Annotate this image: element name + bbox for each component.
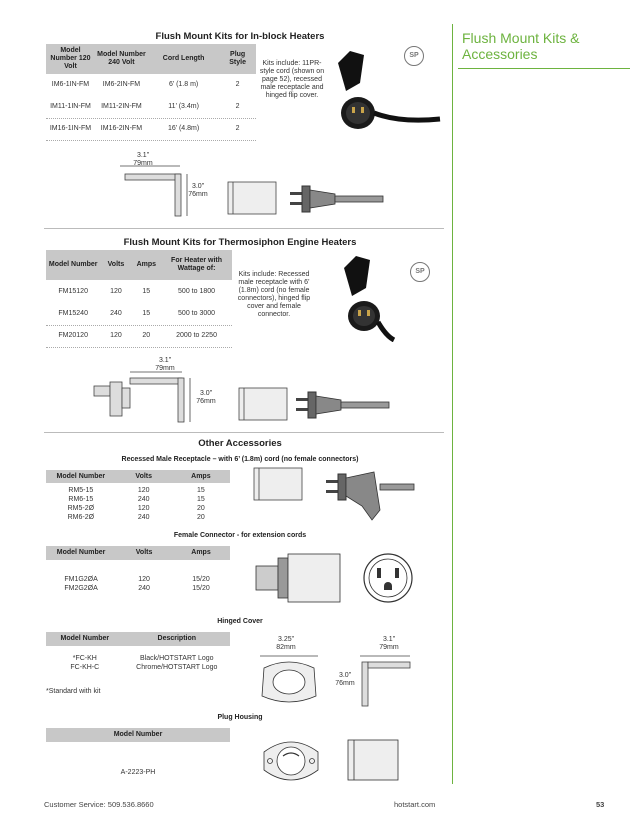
- female-connector-title: Female Connector - for extension cords: [173, 532, 307, 539]
- sidebar-title: Flush Mount Kits & Accessories: [462, 30, 580, 62]
- section-divider: [44, 432, 444, 433]
- cell: 20: [142, 331, 151, 339]
- dim-value: 3.0”: [338, 672, 352, 679]
- cell: 16’ (4.8m): [167, 124, 200, 132]
- cell: IM11-2IN-FM: [101, 102, 142, 110]
- footer-website: hotstart.com: [394, 800, 436, 809]
- cell: *FC-KH FC-KH-C: [70, 655, 100, 671]
- sidebar-divider: [452, 24, 453, 784]
- dim-value: 79mm: [133, 160, 153, 167]
- receptacle-side-drawing: [92, 368, 197, 428]
- dim-value: 79mm: [155, 365, 175, 372]
- cell: 6’ (1.8 m): [168, 81, 199, 88]
- hc-th-desc: Description: [124, 632, 230, 646]
- s2-th-model: Model Number: [46, 250, 100, 280]
- cell: 11’ (3.4m): [168, 102, 199, 110]
- fc-th-model: Model Number: [46, 546, 116, 560]
- hc-th-model: Model Number: [46, 632, 124, 646]
- section2-title: Flush Mount Kits for Thermosiphon Engine Heaters: [123, 237, 357, 248]
- plug-housing-front-drawing: [256, 734, 326, 788]
- dim-value: 3.1”: [158, 357, 172, 364]
- thermosiphon-kit-photo: [328, 252, 438, 342]
- cell: 500 to 1800: [178, 287, 216, 295]
- table-row: [46, 560, 230, 593]
- male-plug-drawing: [296, 388, 391, 422]
- table-row: [46, 302, 232, 324]
- hinged-cover-side-drawing: [356, 654, 416, 710]
- cell: 120 240 120 240: [137, 487, 150, 521]
- male-plug-drawing: [290, 182, 385, 216]
- plug-housing-title: Plug Housing: [217, 714, 263, 721]
- hc-dim-width: [266, 636, 306, 652]
- table-row: [46, 324, 232, 346]
- dim-value: 3.1”: [382, 636, 396, 643]
- hinged-cover-side-drawing: [115, 160, 195, 220]
- cell: 2: [235, 102, 240, 110]
- table-row: [46, 646, 230, 672]
- dim-value: 79mm: [379, 644, 399, 651]
- dim-value: 76mm: [188, 191, 208, 198]
- cell: 500 to 3000: [178, 309, 216, 317]
- cell: IM6-1IN-FM: [51, 81, 90, 88]
- section2-table: [46, 250, 232, 346]
- section3-title: Other Accessories: [198, 438, 282, 449]
- dim-value: 3.0”: [199, 390, 213, 397]
- s2-th-wattage: For Heater with Wattage of:: [161, 250, 232, 280]
- s1-th-model240: Model Number 240 Volt: [95, 44, 148, 74]
- plug-housing-side-drawing: [344, 736, 404, 786]
- section1-note: Kits include: 11PR- style cord (shown on page 52), recessed male receptacle and hinged flip cover.: [259, 60, 325, 99]
- cell: 2: [235, 124, 240, 132]
- s2-th-amps: Amps: [132, 250, 162, 280]
- hinged-cover-title: Hinged Cover: [217, 618, 263, 625]
- cell: 2000 to 2250: [176, 331, 217, 339]
- table-row: [46, 742, 230, 782]
- cell: 2: [235, 81, 240, 88]
- hc-dim-side: [372, 636, 406, 652]
- rr-th-amps: Amps: [172, 470, 230, 483]
- fc-th-amps: Amps: [172, 546, 230, 560]
- female-connector-drawing: [250, 548, 420, 608]
- table-row: [46, 483, 230, 522]
- rr-th-volts: Volts: [116, 470, 172, 483]
- female-connector-table: [46, 546, 230, 593]
- cell: Black/HOTSTART Logo Chrome/HOTSTART Logo: [136, 655, 218, 671]
- cell: IM16-1IN-FM: [49, 124, 92, 132]
- s1-th-model120: Model Number 120 Volt: [46, 44, 95, 74]
- standard-kit-footnote: *Standard with kit: [46, 688, 101, 695]
- footer-customer-service: Customer Service: 509.536.8660: [44, 800, 154, 809]
- page-number: 53: [596, 800, 605, 809]
- row-divider: [46, 325, 232, 326]
- cell: 15/20 15/20: [192, 576, 210, 592]
- receptacle-table: [46, 470, 230, 522]
- cell: FM15240: [58, 309, 88, 317]
- section-divider: [44, 228, 444, 229]
- dim-value: 3.25”: [278, 636, 294, 643]
- dim-value: 3.0”: [191, 183, 205, 190]
- cell: RM5-15 RM6-15 RM5-2Ø RM6-2Ø: [67, 487, 95, 521]
- dim-value: 3.1”: [136, 152, 150, 159]
- section2-note: Kits include: Recessed male receptacle with 6’ (1.8m) cord (no female connectors), hinged flip cover and female connector.: [237, 271, 311, 318]
- dim-value: 76mm: [196, 398, 216, 405]
- cell: 240: [110, 309, 122, 317]
- plug-housing-table: [46, 728, 230, 782]
- row-divider: [46, 347, 232, 348]
- s2-dim-height: [194, 390, 218, 406]
- csa-cert-icon: SP: [410, 262, 430, 282]
- section1-title: Flush Mount Kits for In-block Heaters: [155, 31, 325, 42]
- ph-th-model: Model Number: [46, 728, 230, 742]
- plug-housing-drawing: [236, 384, 291, 424]
- table-row: [46, 280, 232, 302]
- table-row: [46, 117, 256, 139]
- flush-mount-kit-photo: [320, 45, 445, 140]
- section1-table: [46, 44, 256, 139]
- cell: 15 15 20 20: [196, 487, 205, 521]
- cell: 15: [142, 287, 151, 295]
- dim-value: 76mm: [335, 680, 355, 687]
- table-row: [46, 95, 256, 117]
- row-divider: [46, 118, 256, 119]
- cell: 120: [110, 331, 122, 339]
- cell: A-2223-PH: [120, 768, 156, 776]
- plug-housing-drawing: [225, 178, 280, 218]
- sidebar-rule: [458, 68, 630, 69]
- row-divider: [46, 140, 256, 141]
- hinged-cover-table: [46, 632, 230, 672]
- dim-value: 82mm: [276, 644, 296, 651]
- cell: 15: [142, 309, 151, 317]
- cell: FM1G2ØA FM2G2ØA: [64, 576, 98, 592]
- cell: FM15120: [58, 287, 88, 295]
- rr-th-model: Model Number: [46, 470, 116, 483]
- receptacle-drawing: [250, 462, 415, 524]
- s1-th-plug: Plug Style: [219, 44, 256, 74]
- cell: IM11-1IN-FM: [50, 102, 91, 110]
- cell: 120 240: [138, 576, 150, 592]
- cell: IM6-2IN-FM: [102, 81, 141, 88]
- hinged-cover-front-drawing: [254, 654, 324, 710]
- fc-th-volts: Volts: [116, 546, 172, 560]
- receptacle-title: Recessed Male Receptacle – with 6’ (1.8m) cord (no female connectors): [121, 456, 359, 463]
- cell: IM16-2IN-FM: [100, 124, 143, 132]
- cell: 120: [110, 287, 122, 295]
- s1-th-cord: Cord Length: [148, 44, 219, 74]
- hc-dim-height: [332, 672, 358, 688]
- cell: FM20120: [58, 331, 88, 339]
- csa-cert-icon: SP: [404, 46, 424, 66]
- table-row: [46, 74, 256, 95]
- s2-th-volts: Volts: [100, 250, 131, 280]
